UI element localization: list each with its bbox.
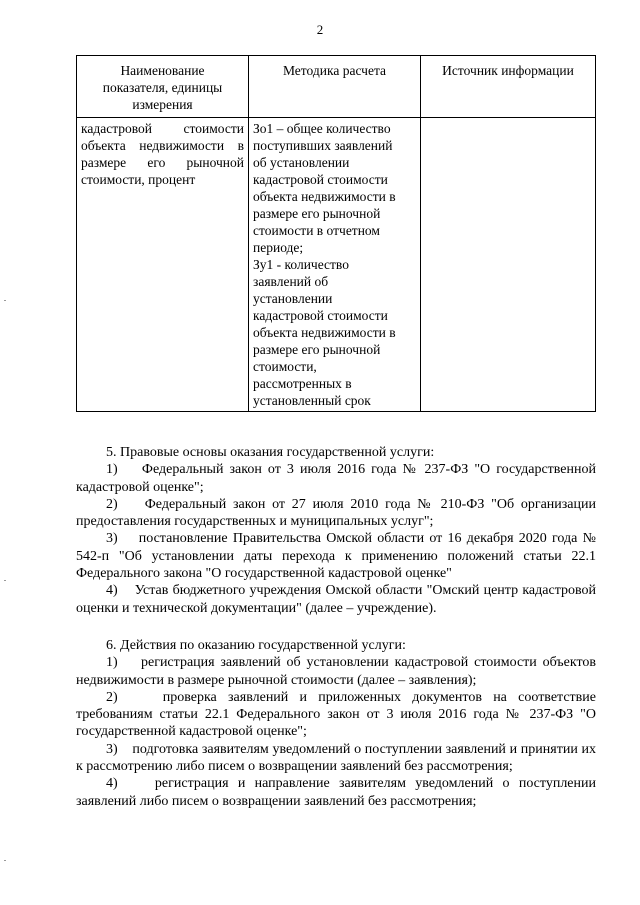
method-line: размере его рыночной xyxy=(253,342,381,357)
indicator-line: объекта недвижимости в xyxy=(81,138,244,153)
source-cell xyxy=(421,118,596,412)
method-line: установлении xyxy=(253,291,333,306)
method-line: размере его рыночной xyxy=(253,206,381,221)
table-header-row xyxy=(77,56,596,118)
section-service-actions xyxy=(76,637,596,810)
indicator-cell xyxy=(77,118,249,412)
method-line: заявлений об xyxy=(253,274,329,289)
header-line: показателя, единицы xyxy=(102,80,223,95)
section-legal-basis xyxy=(76,444,596,617)
list-item: 2) проверка заявлений и приложенных документов на соответствие требованиям статьи 22.1 Федерального закон от 3 июля 2016 года № 237-ФЗ "О государственной кадастровой оценке"; xyxy=(76,689,596,740)
margin-mark xyxy=(4,300,6,301)
indicator-line: кадастровой стоимости xyxy=(81,121,244,136)
list-item: 1) Федеральный закон от 3 июля 2016 года № 237-ФЗ "О государственной кадастровой оценке"; xyxy=(76,462,596,495)
margin-mark xyxy=(4,580,6,581)
indicator-line: стоимости, процент xyxy=(81,172,196,187)
method-line: кадастровой стоимости xyxy=(253,308,388,323)
header-line: Источник информации xyxy=(442,63,574,78)
indicator-line: размере его рыночной xyxy=(81,155,244,170)
table-row xyxy=(77,118,596,412)
list-item: 3) постановление Правительства Омской области от 16 декабря 2020 года № 542-п "Об установлении даты перехода к применению положений статьи 22.1 Федерального закона "О государственной кадастровой оценке" xyxy=(76,531,596,582)
list-item: 3) подготовка заявителям уведомлений о поступлении заявлений и принятии их к рассмотрению либо писем о возвращении заявлений без рассмотрения; xyxy=(76,741,596,775)
section-heading: 5. Правовые основы оказания государственной услуги: xyxy=(106,445,435,460)
method-line: поступивших заявлений xyxy=(253,138,393,153)
list-item: 4) регистрация и направление заявителям уведомлений о поступлении заявлений либо писем о возвращении заявлений без рассмотрения; xyxy=(76,776,596,809)
method-line: Зо1 – общее количество xyxy=(253,121,391,136)
list-item: 1) регистрация заявлений об установлении кадастровой стоимости объектов недвижимости в размере рыночной стоимости (далее – заявления); xyxy=(76,655,596,688)
margin-mark xyxy=(4,860,6,861)
method-line: объекта недвижимости в xyxy=(253,189,396,204)
method-line: об установлении xyxy=(253,155,350,170)
method-line: Зу1 - количество xyxy=(253,257,349,272)
method-line: стоимости, xyxy=(253,359,317,374)
page-number: 2 xyxy=(316,22,324,37)
method-line: кадастровой стоимости xyxy=(253,172,388,187)
method-line: объекта недвижимости в xyxy=(253,325,396,340)
header-information-source xyxy=(421,56,596,118)
method-line: стоимости в отчетном xyxy=(253,223,380,238)
method-line: установленный срок xyxy=(253,393,371,408)
header-line: Методика расчета xyxy=(282,63,387,78)
header-calculation-method xyxy=(249,56,421,118)
header-line: измерения xyxy=(132,97,193,112)
method-line: периоде; xyxy=(253,240,304,255)
header-line: Наименование xyxy=(120,63,205,78)
list-item: 4) Устав бюджетного учреждения Омской области "Омский центр кадастровой оценки и технической документации" (далее – учреждение). xyxy=(76,583,596,616)
method-cell xyxy=(249,118,421,412)
list-item: 2) Федеральный закон от 27 июля 2010 года № 210-ФЗ "Об организации предоставления государственных и муниципальных услуг"; xyxy=(76,496,596,530)
section-heading: 6. Действия по оказанию государственной услуги: xyxy=(106,638,406,653)
method-line: рассмотренных в xyxy=(253,376,352,391)
indicator-table xyxy=(76,55,596,412)
header-indicator-name xyxy=(77,56,249,118)
